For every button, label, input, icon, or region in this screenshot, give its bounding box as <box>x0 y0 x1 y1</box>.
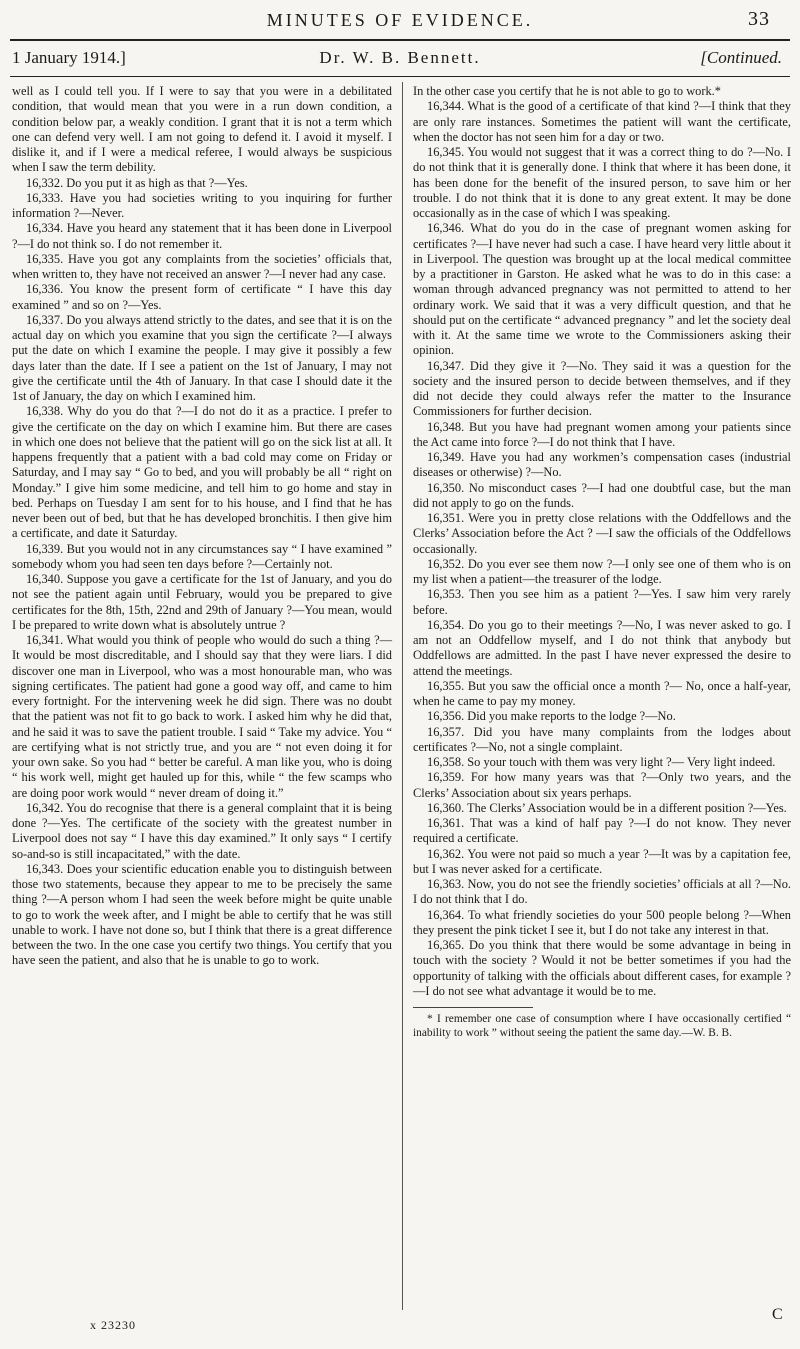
running-header <box>0 6 800 32</box>
paragraph: 16,342. You do recognise that there is a general complaint that it is being done ?—Yes. The certificate of the society with the greatest number in Liverpool does not say “ I have this day examined.” It only says “ I certify so-and-so is still incapacitated,” with the date. <box>12 800 392 861</box>
paragraph: 16,359. For how many years was that ?—Only two years, and the Clerks’ Association about six years perhaps. <box>413 770 791 800</box>
paragraph: 16,352. Do you ever see them now ?—I only see one of them who is on my list when a patient—the treasurer of the lodge. <box>413 556 791 586</box>
paragraph: well as I could tell you. If I were to say that you were in a debilitated condition, that would mean that you were in a run down condition, a condition below par, a weakly condition. I grant that it is not a term which one can defend very well. I am not going to defend it. I avoid it myself. I dislike it, and if I were a medical referee, I would always be suspicious when I saw the term debility. <box>12 84 392 175</box>
paragraph: 16,361. That was a kind of half pay ?—I do not know. They never required a certificate. <box>413 816 791 846</box>
footnote-rule <box>413 1007 533 1008</box>
paragraph: 16,335. Have you got any complaints from the societies’ officials that, when written to, they have not received an answer ?—I never had any case. <box>12 251 392 281</box>
paragraph: 16,346. What do you do in the case of pregnant women asking for certificates ?—I have never had such a case. I have heard very little about it in Liverpool. The question was brought up at the local medical committee by a practitioner in Garston. He asked what he was to do in this case: a woman through advanced pregnancy was not permitted to attend to her ordinary work. We said that it was a very difficult question, and that he should put on the certificate “ advanced pregnancy ” and let the society deal with it. At the same time we wrote to the Commissioners asking their opinion. <box>413 221 791 358</box>
paragraph: 16,362. You were not paid so much a year ?—It was by a capitation fee, but I was never asked for a certificate. <box>413 846 791 876</box>
subheader <box>0 46 800 72</box>
paragraph: 16,354. Do you go to their meetings ?—No, I was never asked to go. I am not an Oddfellow myself, and I do not think that anybody but Oddfellows are admitted. In the past I have never expressed the desire to attend the meetings. <box>413 617 791 678</box>
sheet-letter: C <box>772 1306 783 1323</box>
paragraph: 16,356. Did you make reports to the lodge ?—No. <box>427 709 676 724</box>
sitting-date: 1 January 1914.] <box>12 48 126 67</box>
paragraph: 16,350. No misconduct cases ?—I had one doubtful case, but the man did not apply to go on the funds. <box>413 480 791 510</box>
paragraph: 16,338. Why do you do that ?—I do not do it as a practice. I prefer to give the certificate on the day on which I examine him. But there are cases in which one does not believe that the patient will go on the sick list at all. It happens frequently that a patient with a bad cold may come on Friday or Saturday, and I may say “ Go to bed, and you will probably be all “ right on Monday.” I give him some medicine, and tell him to go home and stay in bed. Perhaps on Tuesday I am sent for to his house, and I find that he has never been out of bed, but that he has developed bronchitis. I then give him a certificate, and date it Saturday. <box>12 404 392 541</box>
continued-label: [Continued. <box>700 48 782 67</box>
paragraph: 16,348. But you have had pregnant women among your patients since the Act came into force ?—I do not think that I have. <box>413 419 791 449</box>
paragraph: 16,332. Do you put it as high as that ?—Yes. <box>26 175 248 190</box>
paragraph: 16,349. Have you had any workmen’s compensation cases (industrial diseases or otherwise) ?—No. <box>413 450 791 480</box>
page-number: 33 <box>748 8 770 30</box>
paragraph: 16,334. Have you heard any statement that it has been done in Liverpool ?—I do not think so. I do not remember it. <box>12 221 392 251</box>
paragraph: 16,363. Now, you do not see the friendly societies’ officials at all ?—No. I do not think that I do. <box>413 877 791 907</box>
header-title: MINUTES OF EVIDENCE. <box>266 10 534 30</box>
paragraph: 16,360. The Clerks’ Association would be in a different position ?—Yes. <box>427 800 787 815</box>
column-divider <box>402 82 403 1310</box>
paragraph: 16,365. Do you think that there would be some advantage in being in touch with the society ? Would it not be better sometimes if you had the opportunity of talking with the officials about different cases, for example ?—I do not see what advantage it would be to me. <box>413 938 791 998</box>
paragraph: 16,339. But you would not in any circumstances say “ I have examined ” somebody whom you had seen ten days before ?—Certainly not. <box>12 541 392 571</box>
paragraph: 16,347. Did they give it ?—No. They said it was a question for the society and the insured person to decide between themselves, and if they did not decide they could always refer the matter to the Insurance Commissioners for further decision. <box>413 358 791 419</box>
paragraph: 16,340. Suppose you gave a certificate for the 1st of January, and you do not see the patient again until February, would you be prepared to give certificates for the 8th, 15th, 22nd and 29th of January ?—You mean, would I be prepared to write down what is absolutely untrue ? <box>12 572 392 632</box>
paragraph: 16,341. What would you think of people who would do such a thing ?—It would be most discreditable, and I should say that they were liars. I did discover one man in Liverpool, who was a most honourable man, who was signing certificates. The patient had gone a good way off, and came to him every fortnight. For the intervening week he did sign. There was no doubt that the patient was not fit to go back to work. I asked him why he did that, and he said it was to save the patient trouble. I said “ Take my advice. You “ are certifying what is not strictly true, and you are “ not even doing it for your own sake. So you had “ better be careful. A man like you, who is doing “ his work well, might get hauled up for this, while “ the few scamps who are doing poor work would “ never dream of doing it.” <box>12 633 392 800</box>
paragraph: 16,355. But you saw the official once a month ?— No, once a half-year, when he came to pay my money. <box>413 678 791 708</box>
paragraph: 16,336. You know the present form of certificate “ I have this day examined ” and so on ?—Yes. <box>12 282 392 312</box>
subheader-rule <box>10 76 790 77</box>
paragraph: 16,358. So your touch with them was very light ?— Very light indeed. <box>427 755 776 769</box>
paragraph: 16,357. Did you have many complaints from the lodges about certificates ?—No, not a single complaint. <box>413 724 791 754</box>
paragraph: 16,353. Then you see him as a patient ?—Yes. I saw him very rarely before. <box>413 587 791 617</box>
paragraph: 16,344. What is the good of a certificate of that kind ?—I think that they are only rare instances. Sometimes the patient will want the certificate, when the doctor has not seen him for a day or two. <box>413 99 791 144</box>
paragraph: 16,333. Have you had societies writing to you inquiring for further information ?—Never. <box>12 190 392 220</box>
right-column <box>413 84 791 1040</box>
paragraph: 16,351. Were you in pretty close relations with the Oddfellows and the Clerks’ Association before the Act ? —I saw the officials of the Oddfellows occasionally. <box>413 511 791 556</box>
paragraph: In the other case you certify that he is not able to go to work.* <box>413 84 721 98</box>
printer-signature: x 23230 <box>90 1318 136 1332</box>
footnote: * I remember one case of consumption where I have occasionally certified “ inability to work ” without seeing the patient the same day.—W. B. B. <box>413 1013 791 1039</box>
paragraph: 16,345. You would not suggest that it was a correct thing to do ?—No. I do not think that it is generally done. I think that where it has been done, it has been done for the benefit of the insured person, to save him or her trouble. I do not think that it is done to any great extent. It may be done occasionally as in the case of which I was speaking. <box>413 145 791 220</box>
witness-name: Dr. W. B. Bennett. <box>319 48 481 67</box>
paragraph: 16,337. Do you always attend strictly to the dates, and see that it is on the actual day on which you examine that you sign the certificate ?—I always put the date on which I examine the people. I may give it possibly a few days later than the date. If I see a patient on the 1st of January, I may not give the certificate until the 4th of January. In that case I should date it the 1st of January, the day on which I examined him. <box>12 312 392 403</box>
paragraph: 16,364. To what friendly societies do your 500 people belong ?—When they present the pink ticket I see it, but I do not take any interest in that. <box>413 907 791 937</box>
left-column <box>12 84 392 969</box>
paragraph: 16,343. Does your scientific education enable you to distinguish between those two statements, because they appear to me to be precisely the same thing ?—A person whom I had seen the week before might be quite unable to go to work the week after, and I might be able to certify that he was still unable to work. I have not done so, but I think that there is a great difference between the two. In the one case you certify two things. You certify that you have seen the patient, and also that he is unable to go to work. <box>12 861 392 968</box>
header-rule <box>10 39 790 41</box>
